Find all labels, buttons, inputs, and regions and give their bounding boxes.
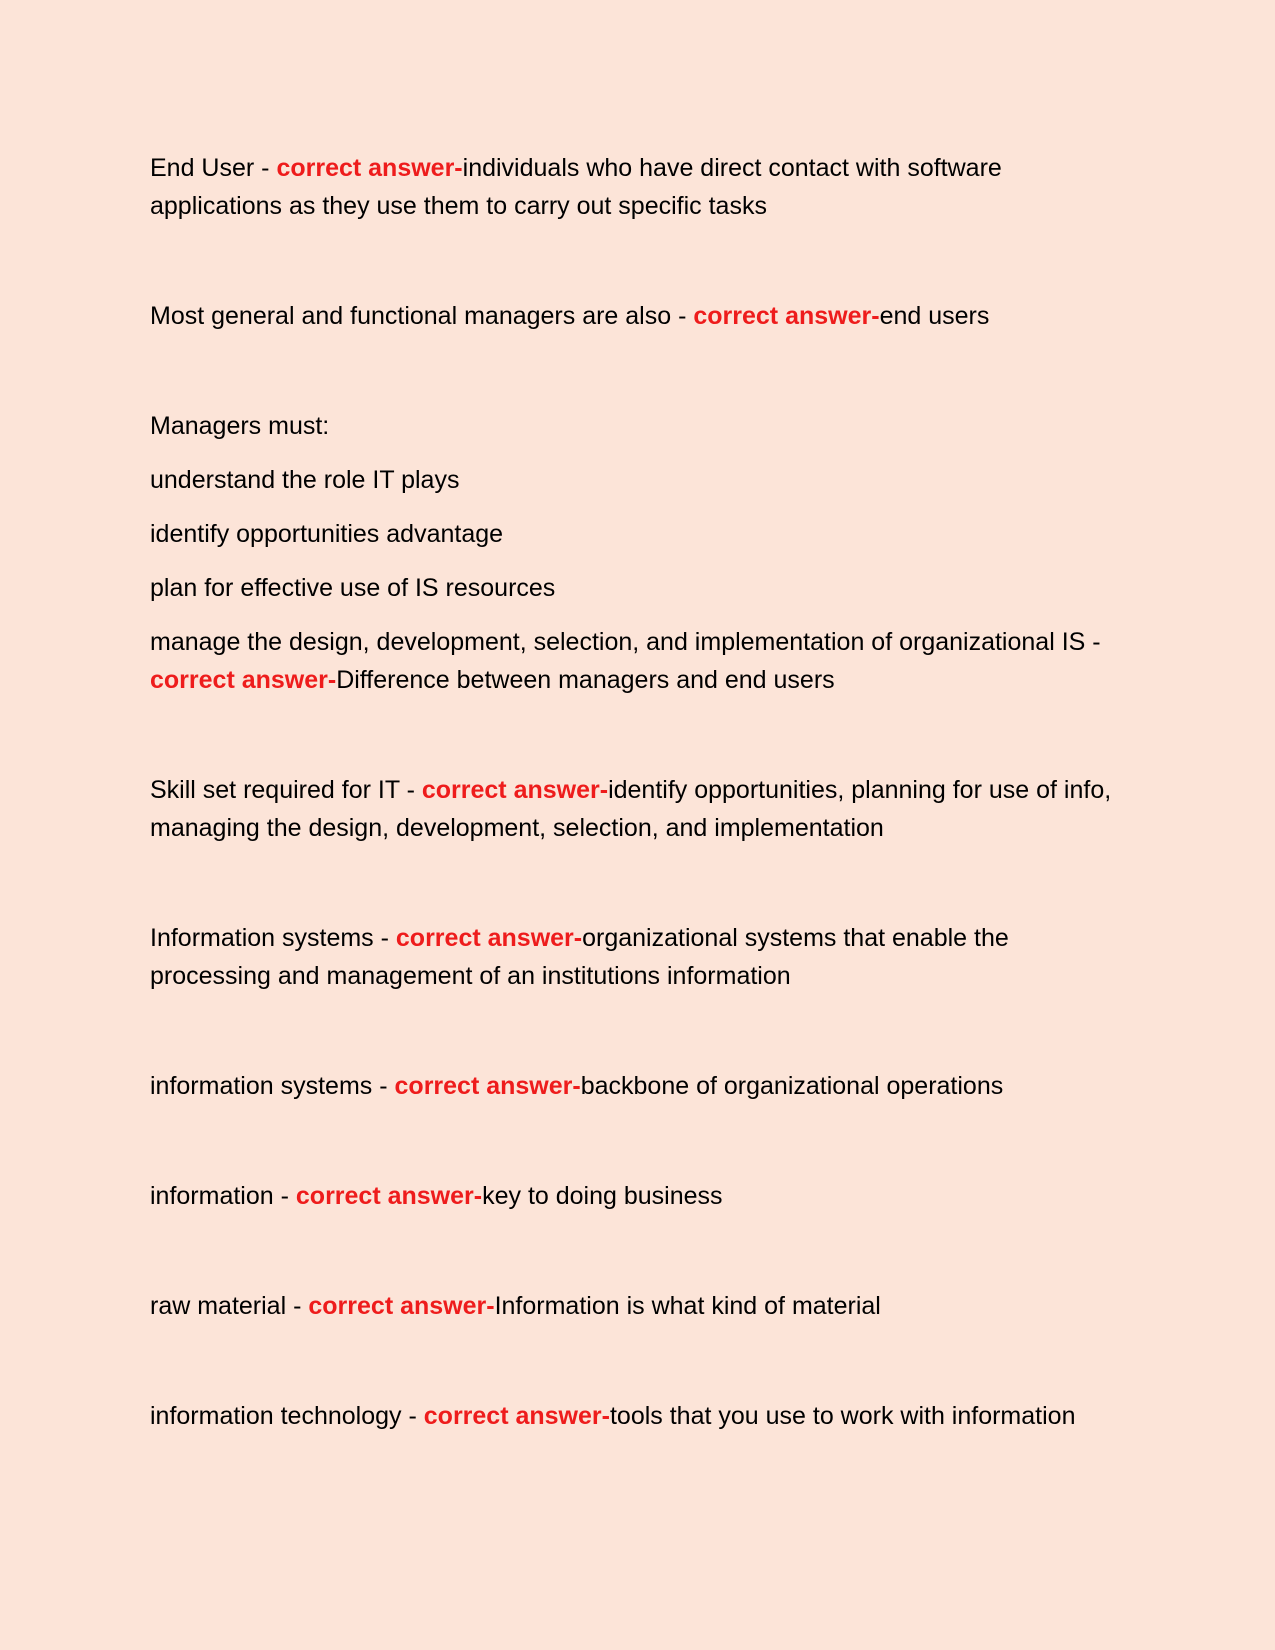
answer-label: correct answer- (308, 1292, 495, 1320)
flashcard-information-systems (150, 919, 1135, 995)
answer-label: correct answer- (295, 1182, 483, 1210)
card-term: manage the design, development, selection, and implementation of organizational IS - (150, 628, 1101, 656)
list-item: identify opportunities advantage (150, 520, 504, 548)
card-term: information - (150, 1182, 296, 1210)
card-definition: tools that you use to work with information (609, 1402, 1076, 1430)
answer-label: correct answer- (276, 154, 463, 182)
card-definition: key to doing business (482, 1182, 723, 1210)
card-term: raw material - (150, 1292, 309, 1320)
card-term: information technology - (150, 1402, 424, 1430)
card-term: Skill set required for IT - (150, 776, 422, 804)
card-definition: identify opportunities, planning for use of info, managing the design, development, selection, and implementation (150, 776, 1112, 842)
answer-label: correct answer- (150, 666, 337, 694)
list-item: plan for effective use of IS resources (150, 574, 556, 602)
card-term: End User - (150, 154, 277, 182)
flashcard-skill-set (150, 771, 1135, 847)
card-definition: Difference between managers and end users (336, 666, 835, 694)
flashcard-end-user (150, 149, 1135, 225)
flashcard-information-technology (150, 1397, 1135, 1435)
list-item: understand the role IT plays (150, 466, 460, 494)
card-definition: backbone of organizational operations (580, 1072, 1004, 1100)
card-term: information systems - (150, 1072, 395, 1100)
answer-label: correct answer- (693, 302, 880, 330)
answer-label: correct answer- (395, 924, 583, 952)
flashcard-raw-material (150, 1287, 1135, 1325)
card-term: Most general and functional managers are also - (150, 302, 694, 330)
document-page (150, 149, 1135, 1435)
list-item-with-answer (150, 623, 1135, 699)
card-term: Information systems - (150, 924, 396, 952)
flashcard-managers-must (150, 407, 1135, 699)
answer-label: correct answer- (394, 1072, 581, 1100)
card-definition: Information is what kind of material (494, 1292, 881, 1320)
card-definition: organizational systems that enable the processing and management of an institutions information (150, 924, 1009, 990)
list-heading: Managers must: (150, 412, 330, 440)
flashcard-information (150, 1177, 1135, 1215)
card-definition: individuals who have direct contact with software applications as they use them to carry out specific tasks (150, 154, 1002, 220)
card-definition: end users (879, 302, 990, 330)
flashcard-managers-end-users (150, 297, 1135, 335)
answer-label: correct answer- (423, 1402, 610, 1430)
answer-label: correct answer- (421, 776, 609, 804)
flashcard-information-systems-backbone (150, 1067, 1135, 1105)
